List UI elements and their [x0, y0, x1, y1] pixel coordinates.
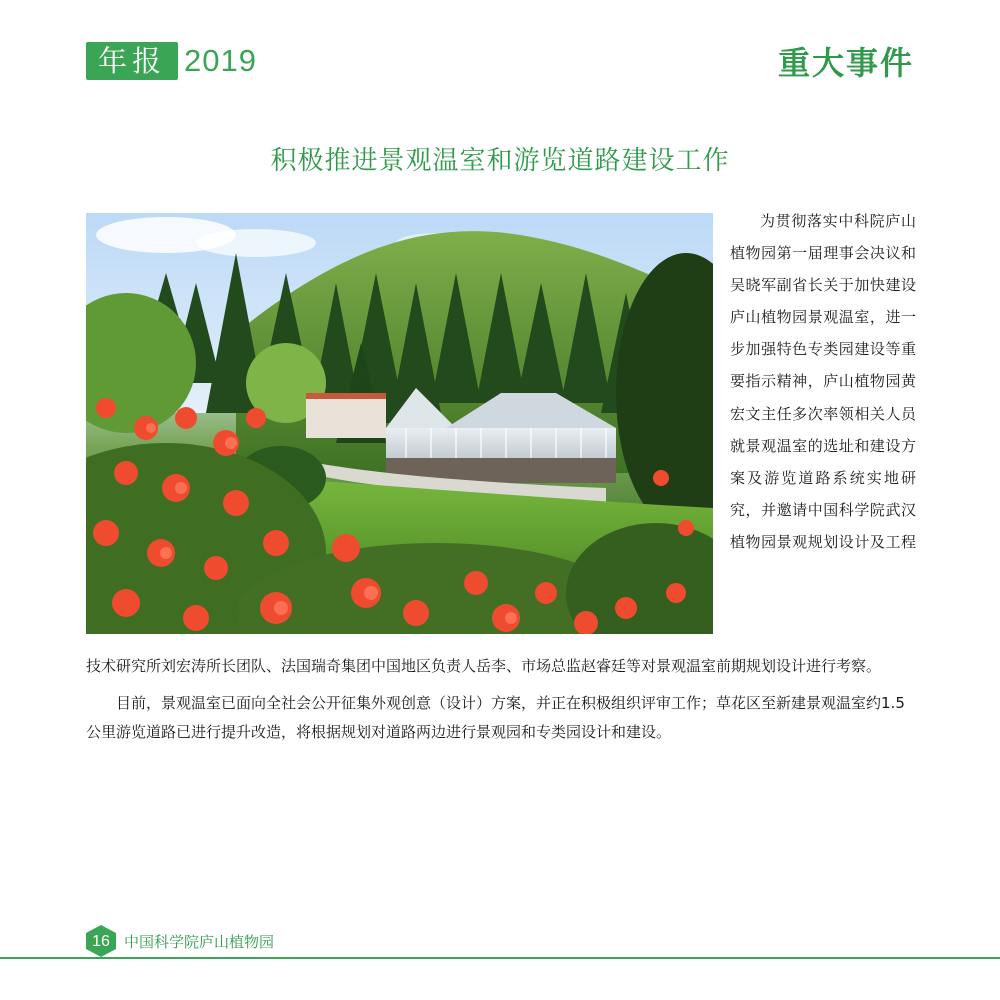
side-text-column	[730, 205, 916, 558]
body-text	[86, 652, 916, 747]
page-number-badge	[86, 925, 116, 957]
footer-divider	[0, 957, 1000, 959]
greenhouse-photo	[86, 213, 713, 634]
section-title: 重大事件	[777, 44, 914, 82]
report-year: 2019	[184, 43, 257, 78]
paragraph-continuation: 技术研究所刘宏涛所长团队、法国瑞奇集团中国地区负责人岳李、市场总监赵睿廷等对景观温室前期规划设计进行考察。	[86, 657, 882, 675]
annual-report-badge	[86, 42, 257, 80]
article-title: 积极推进景观温室和游览道路建设工作	[270, 146, 730, 176]
annual-report-label: 年报	[86, 42, 178, 80]
footer-organization: 中国科学院庐山植物园	[124, 933, 275, 951]
side-paragraph: 为贯彻落实中科院庐山植物园第一届理事会决议和吴晓军副省长关于加快建设庐山植物园景观温室，进一步加强特色专类园建设等重要指示精神，庐山植物园黄宏文主任多次率领相关人员就景观温室的选址和建设方案及游览道路系统实地研究，并邀请中国科学院武汉植物园景观规划设计及工程	[730, 212, 916, 551]
page-number: 16	[92, 933, 110, 950]
paragraph-2: 目前，景观温室已面向全社会公开征集外观创意（设计）方案，并正在积极组织评审工作；草花区至新建景观温室约1.5 公里游览道路已进行提升改造，将根据规划对道路两边进行景观园和专类园设计和建设。	[86, 694, 905, 741]
